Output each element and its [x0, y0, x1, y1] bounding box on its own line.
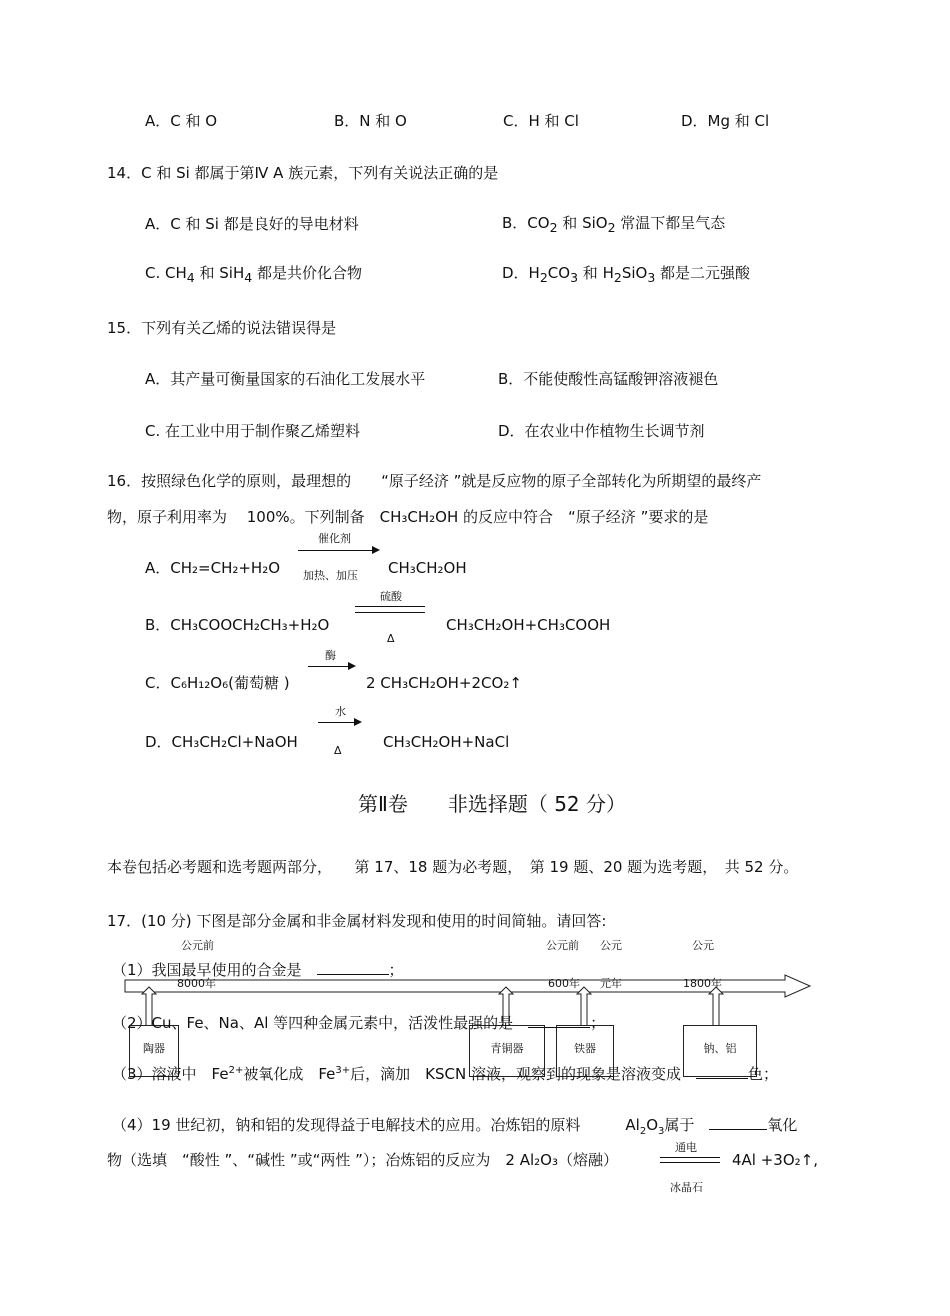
- q16-a-catalyst: 催化剂: [318, 532, 351, 545]
- q15-option-c: C. 在工业中用于制作聚乙烯塑料: [145, 422, 361, 440]
- q16-c-products: 2 CH₃CH₂OH+2CO₂↑: [366, 674, 522, 692]
- timeline-year-1: 元年: [600, 977, 622, 990]
- q15-option-a: A．其产量可衡量国家的石油化工发展水平: [145, 370, 426, 388]
- q16-d-water: 水: [335, 705, 346, 718]
- q14-option-c: C. $CH_4$ 和 SiH$_4$ 都是共价化合物: [145, 264, 362, 285]
- timeline-era1-label: 公元前: [181, 939, 214, 952]
- q17-part3-blank[interactable]: [696, 1078, 748, 1079]
- q15-option-d: D．在农业中作植物生长调节剂: [498, 422, 705, 440]
- section2-intro: 本卷包括必考题和选考题两部分， 第 17、18 题为必考题， 第 19 题、20 题为选考题， 共 52 分。: [107, 858, 799, 876]
- q16-b-equilibrium-forward: [355, 606, 425, 607]
- q17-cryolite-label: 冰晶石: [670, 1181, 703, 1194]
- q13-option-a: A．C 和 O: [145, 112, 218, 130]
- q15-option-b: B．不能使酸性高锰酸钾溶液褪色: [498, 370, 719, 388]
- timeline-box-bronze: 青铜器: [469, 1025, 545, 1077]
- timeline-year-1800: 1800年: [683, 977, 722, 990]
- q16-d-heat: Δ: [334, 744, 342, 757]
- q16-stem-line1: 16．按照绿色化学的原则，最理想的 “原子经济 ”就是反应物的原子全部转化为所期望的最终产: [107, 472, 762, 490]
- timeline-box-iron: 铁器: [556, 1025, 614, 1077]
- q16-b-equilibrium-backward: [355, 612, 425, 613]
- q17-part4: （4）19 世纪初，钠和铝的发现得益于电解技术的应用。冶炼铝的原料 $Al_2O_3$属于 氧化: [112, 1116, 798, 1137]
- q17-part2: （2）Cu、Fe、Na、Al 等四种金属元素中，活泼性最强的是 ；: [112, 1014, 606, 1032]
- q14-option-a: A．C 和 Si 都是良好的导电材料: [145, 215, 359, 233]
- q16-d-arrow: [318, 722, 360, 723]
- q17-equals-bottom: [660, 1162, 720, 1163]
- q17-aluminum-products: 4Al +3O₂↑,: [732, 1151, 819, 1169]
- timeline-year-600: 600年: [548, 977, 580, 990]
- timeline-era4-label: 公元: [692, 939, 714, 952]
- timeline-box-pottery: 陶器: [129, 1025, 179, 1077]
- q17-stem: 17．(10 分) 下图是部分金属和非金属材料发现和使用的时间简轴。请回答:: [107, 912, 607, 930]
- q16-b-heat: Δ: [387, 632, 395, 645]
- q16-c-enzyme: 酶: [325, 649, 336, 662]
- q13-option-d: D．Mg 和 Cl: [681, 112, 770, 130]
- q14-option-b: B．$CO_2$ 和 SiO$_2$ 常温下都呈气态: [502, 214, 726, 235]
- timeline-box-sodium-aluminum: 钠、铝: [683, 1025, 757, 1077]
- q16-stem-line2: 物，原子利用率为 100%。下列制备 CH₃CH₂OH 的反应中符合 “原子经济 ”要求的是: [107, 508, 709, 526]
- q14-stem: 14．C 和 Si 都属于第Ⅳ A 族元素，下列有关说法正确的是: [107, 164, 499, 182]
- q17-part1-blank[interactable]: [317, 974, 389, 975]
- q17-part2-blank[interactable]: [528, 1027, 590, 1028]
- q16-a-conditions: 加热、加压: [303, 569, 358, 582]
- q17-part1: （1）我国最早使用的合金是 ；: [112, 961, 404, 979]
- timeline-era2-label: 公元前: [546, 939, 579, 952]
- q16-b-products: CH₃CH₂OH+CH₃COOH: [446, 616, 611, 634]
- q16-a-reactants: A．CH₂=CH₂+H₂O: [145, 559, 281, 577]
- q14-option-d: D．$H_2CO_3$ 和 $H_2SiO_3$ 都是二元强酸: [502, 264, 751, 285]
- q15-stem: 15．下列有关乙烯的说法错误得是: [107, 319, 337, 337]
- q17-equals-top: [660, 1157, 720, 1158]
- q16-b-catalyst: 硫酸: [380, 590, 402, 603]
- section2-title: 第Ⅱ卷 非选择题（ 52 分）: [358, 792, 627, 816]
- q16-b-reactants: B．CH₃COOCH₂CH₃+H₂O: [145, 616, 330, 634]
- q16-c-reactants: C．C₆H₁₂O₆(葡萄糖 ): [145, 674, 290, 692]
- q16-a-product: CH₃CH₂OH: [388, 559, 467, 577]
- timeline-year-8000: 8000年: [177, 977, 216, 990]
- q13-option-c: C．H 和 Cl: [503, 112, 579, 130]
- q17-part4-line2: 物（选填 “酸性 ”、“碱性 ”或“两性 ”）；冶炼铝的反应为 2 Al₂O₃（熔融）: [107, 1151, 619, 1169]
- timeline-era3-label: 公元: [600, 939, 622, 952]
- q16-a-arrow: [298, 550, 378, 551]
- q17-part4-blank[interactable]: [709, 1129, 767, 1130]
- q16-c-arrow: [308, 666, 354, 667]
- q13-option-b: B．N 和 O: [334, 112, 407, 130]
- q16-d-products: CH₃CH₂OH+NaCl: [383, 733, 510, 751]
- q17-part3: （3）溶液中 $Fe^{2+}$被氧化成 $Fe^{3+}$后，滴加 KSCN 溶液，观察到的现象是溶液变成 色；: [112, 1065, 778, 1083]
- q17-electrolysis-label: 通电: [675, 1141, 697, 1154]
- q16-d-reactants: D．CH₃CH₂Cl+NaOH: [145, 733, 298, 751]
